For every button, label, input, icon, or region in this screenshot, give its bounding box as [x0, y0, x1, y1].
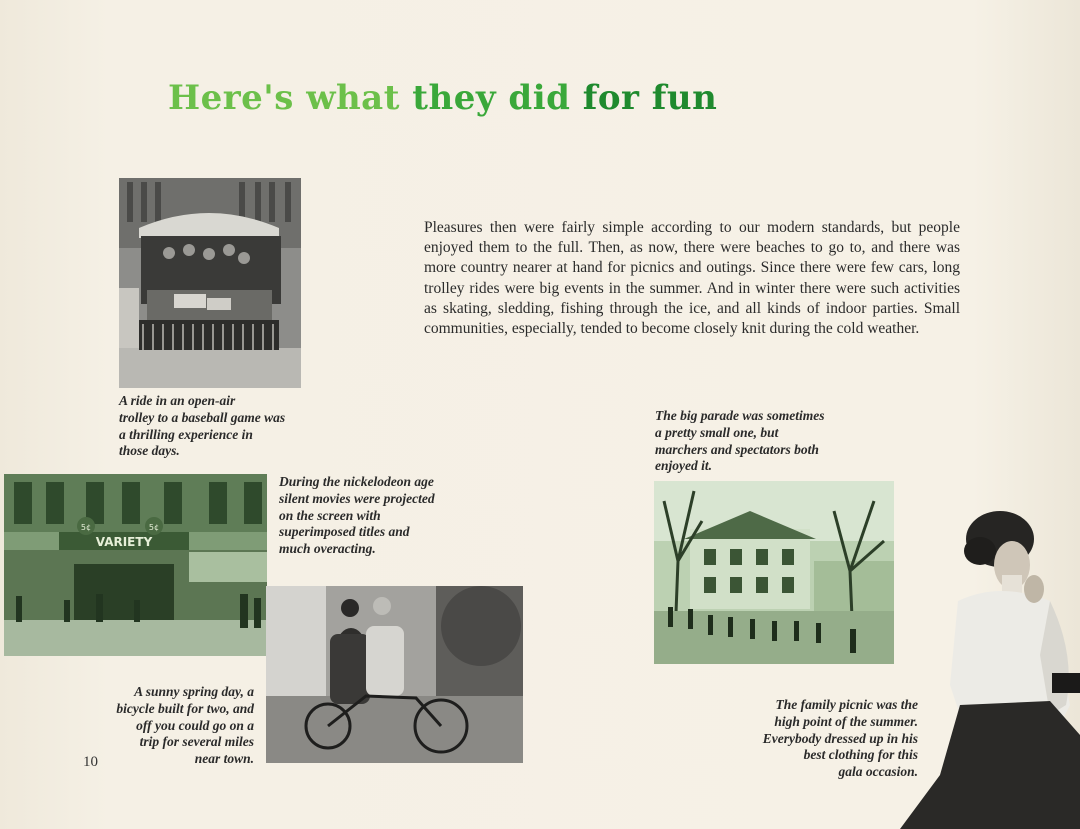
title-part-3: for fun — [582, 78, 718, 118]
page-title — [168, 78, 717, 118]
price-sign-right: 5¢ — [148, 523, 160, 532]
parade-photo — [654, 481, 894, 664]
theatre-sign-text: VARIETY — [95, 535, 153, 549]
price-sign-left: 5¢ — [80, 523, 92, 532]
picnic-caption: The family picnic was the high point of the summer. Everybody dressed up in his best clothing for this gala occasion. — [762, 697, 918, 780]
page-number: 10 — [83, 754, 98, 770]
title-part-2: they did — [412, 78, 571, 118]
bicycle-photo — [266, 586, 523, 763]
nickelodeon-caption: During the nickelodeon age silent movies were projected on the screen with superimposed titles and much overacting. — [279, 474, 435, 557]
trolley-caption: A ride in an open-air trolley to a baseball game was a thrilling experience in those days. — [119, 393, 286, 459]
bicycle-caption: A sunny spring day, a bicycle built for two, and off you could go on a trip for several miles near town. — [116, 684, 254, 767]
title-part-1: Here's what — [168, 78, 400, 118]
intro-paragraph: Pleasures then were fairly simple according to our modern standards, but people enjoyed them to the full. Then, as now, there were beaches to go to, and there was more country nearer at hand for picnics and outings. Since there were few cars, long trolley rides were big events in the summer. And in winter there were such activities as skating, sledding, fishing through the ice, and all kinds of indoor parties. Small communities, especially, tended to become closely knit during the cold weather. — [424, 219, 960, 338]
parade-caption: The big parade was sometimes a pretty small one, but marchers and spectators both enjoyed it. — [655, 408, 825, 474]
woman-picnic-photo — [900, 505, 1080, 829]
nickelodeon-photo — [4, 474, 267, 656]
trolley-photo — [119, 178, 301, 388]
